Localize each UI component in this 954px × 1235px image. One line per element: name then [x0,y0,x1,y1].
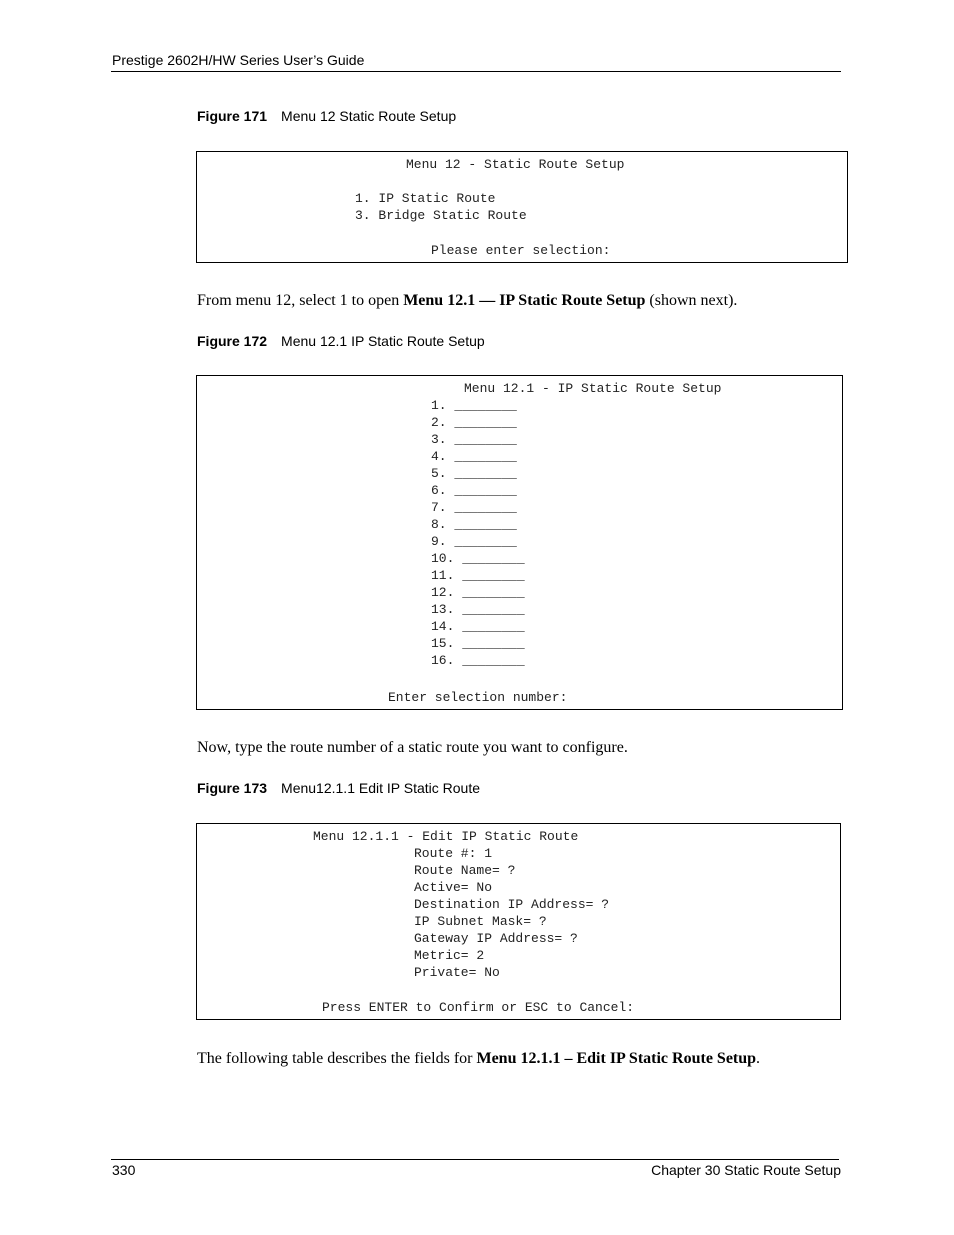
figure-172-title: Menu 12.1 IP Static Route Setup [281,333,485,349]
figure-172-screen [196,375,843,710]
figure-171-screen [196,151,848,263]
figure-171-caption [197,108,456,124]
paragraph-text: . [756,1050,761,1067]
chapter-title: Chapter 30 Static Route Setup [651,1162,841,1178]
route-slot: 9. ________ [431,534,517,549]
field-line: Route Name= ? [414,863,516,878]
figure-172-caption [197,333,485,349]
route-slot: 8. ________ [431,517,517,532]
route-slot: 14. ________ [431,619,525,634]
footer-rule [111,1159,839,1160]
route-slot: 13. ________ [431,602,525,617]
route-slot: 11. ________ [431,568,525,583]
screen-prompt: Press ENTER to Confirm or ESC to Cancel: [322,1000,635,1015]
figure-171-title: Menu 12 Static Route Setup [281,108,457,124]
screen-heading: Menu 12 - Static Route Setup [406,157,625,172]
header-rule [111,71,841,72]
route-slot: 4. ________ [431,449,517,464]
screen-prompt: Please enter selection: [431,243,611,258]
body-paragraph [197,1050,760,1068]
figure-173-label: Figure 173 [197,780,268,796]
figure-173-screen [196,823,841,1020]
screen-heading: Menu 12.1.1 - Edit IP Static Route [313,829,579,844]
field-line: Destination IP Address= ? [414,897,610,912]
body-paragraph [197,292,737,310]
menu-item: 1. IP Static Route [355,191,496,206]
route-slot: 15. ________ [431,636,525,651]
paragraph-text: From menu 12, select 1 to open [197,292,404,309]
field-line: Private= No [414,965,500,980]
figure-173-title: Menu12.1.1 Edit IP Static Route [281,780,481,796]
field-line: IP Subnet Mask= ? [414,914,547,929]
menu-item: 3. Bridge Static Route [355,208,527,223]
route-slot: 6. ________ [431,483,517,498]
field-line: Metric= 2 [414,948,485,963]
figure-171-label: Figure 171 [197,108,268,124]
route-slot: 3. ________ [431,432,517,447]
screen-heading: Menu 12.1 - IP Static Route Setup [464,381,722,396]
field-line: Route #: 1 [414,846,493,861]
field-line: Gateway IP Address= ? [414,931,578,946]
paragraph-bold: Menu 12.1.1 – Edit IP Static Route Setup [476,1050,757,1067]
route-slot: 5. ________ [431,466,517,481]
page-number: 330 [112,1162,136,1178]
route-slot: 10. ________ [431,551,525,566]
paragraph-bold: Menu 12.1 — IP Static Route Setup [403,292,646,309]
route-slot: 12. ________ [431,585,525,600]
route-slot: 1. ________ [431,398,517,413]
figure-173-caption [197,780,480,796]
route-slot: 7. ________ [431,500,517,515]
route-slot: 2. ________ [431,415,517,430]
paragraph-text: The following table describes the fields for [197,1050,477,1067]
paragraph-text: (shown next). [645,292,738,309]
figure-172-label: Figure 172 [197,333,268,349]
running-header: Prestige 2602H/HW Series User’s Guide [112,52,365,68]
route-slot: 16. ________ [431,653,525,668]
field-line: Active= No [414,880,493,895]
body-paragraph: Now, type the route number of a static route you want to configure. [197,739,628,756]
screen-prompt: Enter selection number: [388,690,568,705]
